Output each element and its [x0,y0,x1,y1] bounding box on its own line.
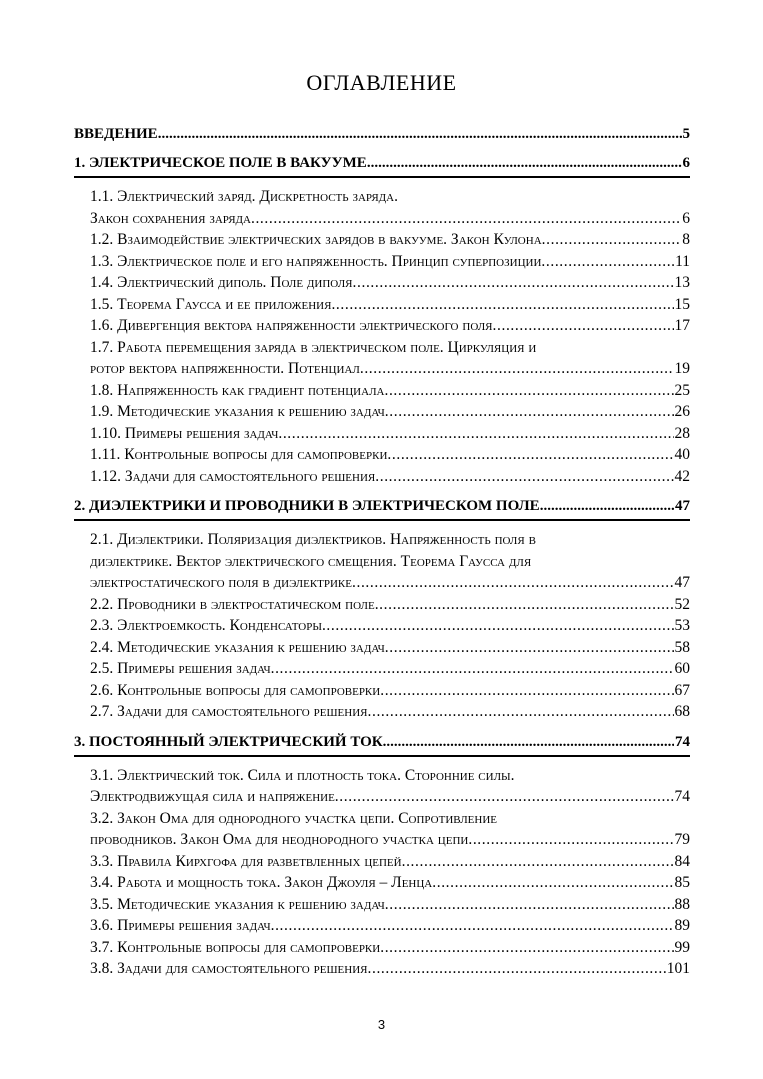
toc-page-number: 84 [674,852,690,870]
toc-section-3-7[interactable] [74,937,690,959]
toc-section-line[interactable]: 3.2. Закон Ома для однородного участка цепи. Сопротивление [90,809,497,827]
toc-page-number: 74 [675,733,690,750]
dot-leader [352,572,674,594]
toc-page-number: 47 [674,574,690,591]
dot-leader [158,124,682,144]
toc-page-number: 40 [674,446,690,463]
toc-section-label: 1.3. Электрическое поле и его напряженность. Принцип суперпозиции [90,252,542,270]
toc-chapter-label: 3. ПОСТОЯННЫЙ ЭЛЕКТРИЧЕСКИЙ ТОК [74,733,383,750]
toc-section-2-5[interactable] [74,658,690,680]
toc-page-number: 15 [674,295,690,313]
dot-leader [540,496,674,516]
toc-section-1-10[interactable] [74,423,690,445]
dot-leader [368,958,666,980]
chapter-divider [74,519,690,521]
toc-section-label: 3.3. Правила Кирхгофа для разветвленных цепей [90,852,402,870]
toc-section-label: 1.4. Электрический диполь. Поле диполя [90,274,353,291]
toc-page-number: 28 [674,424,690,442]
dot-leader [335,786,674,808]
toc-chapter-label: 1. ЭЛЕКТРИЧЕСКОЕ ПОЛЕ В ВАКУУМЕ [74,155,367,171]
toc-page-number: 85 [674,874,690,891]
toc-section-2-4[interactable] [74,637,690,659]
toc-chapter-label: 2. ДИЭЛЕКТРИКИ И ПРОВОДНИКИ В ЭЛЕКТРИЧЕСКОМ ПОЛЕ [74,498,540,514]
toc-page-number: 8 [682,231,690,248]
toc-page-number: 6 [682,209,690,227]
dot-leader [385,894,674,916]
toc-page-number: 89 [674,917,690,934]
toc-page-number: 58 [674,638,690,656]
toc-section-label: 1.5. Теорема Гаусса и ее приложения [90,295,332,313]
dot-leader [271,915,674,937]
dot-leader [493,315,674,337]
dot-leader [468,829,673,851]
toc-chapter-1[interactable] [74,153,690,173]
toc-page-number: 67 [674,681,690,699]
toc-page-number: 68 [674,703,690,720]
toc-section-1-9[interactable] [74,401,690,423]
toc-chapter-2[interactable] [74,496,690,516]
toc-section-label: 1.9. Методические указания к решению задач [90,403,385,420]
toc-section-2-7[interactable] [74,701,690,723]
toc-section-1-7[interactable] [74,358,690,380]
toc-section-2-3[interactable] [74,615,690,637]
toc-page-number: 52 [674,595,690,613]
toc-section-1-3[interactable] [74,251,690,273]
toc-section-1-6[interactable] [74,315,690,337]
dot-leader [278,423,673,445]
dot-leader [385,637,674,659]
dot-leader [380,937,673,959]
toc-section-label: 1.8. Напряженность как градиент потенциала [90,381,385,399]
toc-section-label: 2.6. Контрольные вопросы для самопроверки [90,681,381,699]
toc-chapter-3[interactable] [74,732,690,752]
toc-section-2-1[interactable] [74,572,690,594]
toc-section-1-5[interactable] [74,294,690,316]
dot-leader [353,272,674,294]
toc-section-3-4[interactable] [74,872,690,894]
toc-section-3-3[interactable] [74,851,690,873]
dot-leader [375,466,673,488]
toc-page-number: 11 [675,252,690,270]
dot-leader [432,872,673,894]
toc-section-label: ротор вектора напряженности. Потенциал [90,360,360,377]
dot-leader [542,229,682,251]
chapter-divider [74,755,690,757]
dot-leader [380,680,673,702]
toc-page-number: 60 [674,660,690,677]
dot-leader [360,358,674,380]
dot-leader [322,615,674,637]
toc-section-label: 2.4. Методические указания к решению задач [90,638,385,656]
toc-page-number: 74 [674,788,690,805]
toc-section-label: 3.6. Примеры решения задач [90,917,271,934]
toc-section-2-6[interactable] [74,680,690,702]
toc-section-label: 1.6. Дивергенция вектора напряженности электрического поля [90,317,493,334]
dot-leader [541,251,674,273]
toc-section-1-12[interactable] [74,466,690,488]
page-number: 3 [377,1017,386,1032]
dot-leader [375,594,674,616]
toc-page-number: 88 [674,895,690,913]
toc-section-3-6[interactable] [74,915,690,937]
toc-page-number: 99 [674,938,690,956]
toc-section-label: 1.2. Взаимодействие электрических зарядов в вакууме. Закон Кулона [90,231,542,248]
table-of-contents [74,124,690,980]
toc-section-3-1[interactable] [74,786,690,808]
toc-page-number: 19 [674,360,690,377]
toc-page-number: 47 [675,498,690,514]
page-title: ОГЛАВЛЕНИЕ [306,70,457,95]
toc-section-label: 1.10. Примеры решения задач [90,424,279,442]
dot-leader [384,380,673,402]
toc-section-label: 2.2. Проводники в электростатическом поле [90,595,375,613]
toc-page-number: 42 [674,467,690,485]
toc-page-number: 79 [674,831,690,848]
toc-section-1-4[interactable] [74,272,690,294]
toc-page-number: 25 [674,381,690,399]
dot-leader [385,401,674,423]
toc-page-number: 53 [674,617,690,634]
toc-section-label: 3.5. Методические указания к решению задач [90,895,385,913]
dot-leader [387,444,673,466]
toc-section-line[interactable]: 1.1. Электрический заряд. Дискретность заряда. [90,188,398,205]
toc-page-number: 101 [666,960,690,977]
dot-leader [383,732,674,752]
toc-section-label: Закон сохранения заряда [90,209,251,227]
toc-section-label: 2.7. Задачи для самостоятельного решения [90,703,368,720]
toc-section-label: проводников. Закон Ома для неоднородного участка цепи [90,831,469,848]
toc-section-line[interactable]: 2.1. Диэлектрики. Поляризация диэлектриков. Напряженность поля в [90,531,536,548]
chapter-divider [74,176,690,178]
toc-section-2-2[interactable] [74,594,690,616]
dot-leader [368,701,674,723]
toc-section-3-8[interactable] [74,958,690,980]
dot-leader [271,658,674,680]
dot-leader [367,153,682,173]
toc-section-1-11[interactable] [74,444,690,466]
toc-page-number: 26 [674,403,690,420]
toc-section-1-2[interactable] [74,229,690,251]
toc-page-number: 6 [682,155,690,171]
toc-section-label: 2.3. Электроемкость. Конденсаторы [90,617,322,634]
toc-section-label: 1.12. Задачи для самостоятельного решения [90,467,376,485]
toc-page-number: 13 [674,274,690,291]
toc-section-label: 3.4. Работа и мощность тока. Закон Джоуля – Ленца [90,874,433,891]
toc-section-label: Электродвижущая сила и напряжение [90,788,335,805]
toc-section-line[interactable]: 1.7. Работа перемещения заряда в электрическом поле. Циркуляция и [90,338,537,356]
dot-leader [331,294,673,316]
toc-section-3-2[interactable] [74,829,690,851]
dot-leader [251,208,681,230]
toc-page-number: 5 [682,126,690,142]
toc-section-label: 3.7. Контрольные вопросы для самопроверки [90,938,381,956]
toc-section-label: 2.5. Примеры решения задач [90,660,271,677]
dot-leader [402,851,674,873]
toc-section-label: 1.11. Контрольные вопросы для самопроверки [90,446,388,463]
toc-section-3-5[interactable] [74,894,690,916]
toc-page-number: 17 [674,317,690,334]
toc-section-1-1[interactable] [74,208,690,230]
toc-section-1-8[interactable] [74,380,690,402]
toc-section-label: электростатического поля в диэлектрике [90,574,352,591]
toc-section-line[interactable]: 3.1. Электрический ток. Сила и плотность тока. Сторонние силы. [90,766,515,784]
toc-chapter-label: ВВЕДЕНИЕ [74,126,158,142]
toc-section-label: 3.8. Задачи для самостоятельного решения [90,960,368,977]
toc-section-line[interactable]: диэлектрике. Вектор электрического смещения. Теорема Гаусса для [90,552,532,570]
toc-intro[interactable] [74,124,690,144]
